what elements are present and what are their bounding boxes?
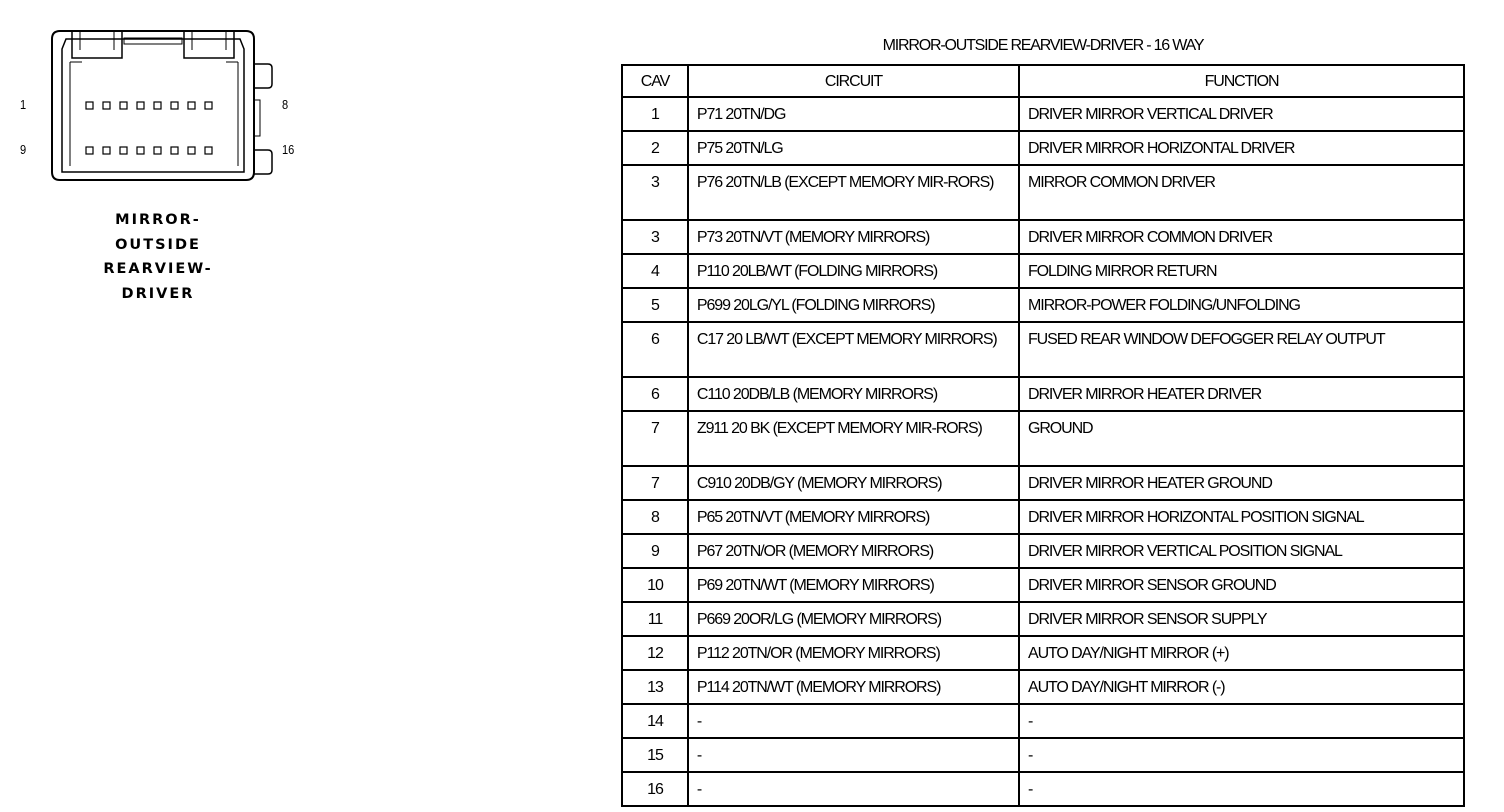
circuit-cell: P73 20TN/VT (MEMORY MIRRORS)	[688, 220, 1019, 254]
function-cell: DRIVER MIRROR VERTICAL POSITION SIGNAL	[1019, 534, 1464, 568]
circuit-cell: P110 20LB/WT (FOLDING MIRRORS)	[688, 254, 1019, 288]
table-row	[622, 602, 1464, 636]
circuit-cell: P669 20OR/LG (MEMORY MIRRORS)	[688, 602, 1019, 636]
circuit-cell: P65 20TN/VT (MEMORY MIRRORS)	[688, 500, 1019, 534]
header-function: FUNCTION	[1019, 65, 1464, 97]
function-cell: -	[1019, 704, 1464, 738]
table-row	[622, 254, 1464, 288]
pin-row-top	[86, 102, 212, 109]
function-cell: -	[1019, 772, 1464, 806]
table-row	[622, 466, 1464, 500]
cav-cell: 3	[622, 220, 688, 254]
circuit-cell: P67 20TN/OR (MEMORY MIRRORS)	[688, 534, 1019, 568]
function-cell: MIRROR COMMON DRIVER	[1019, 165, 1464, 220]
table-row	[622, 534, 1464, 568]
function-cell: GROUND	[1019, 411, 1464, 466]
function-cell: DRIVER MIRROR HEATER DRIVER	[1019, 377, 1464, 411]
function-cell: FUSED REAR WINDOW DEFOGGER RELAY OUTPUT	[1019, 322, 1464, 377]
circuit-cell: Z911 20 BK (EXCEPT MEMORY MIR-RORS)	[688, 411, 1019, 466]
function-cell: MIRROR-POWER FOLDING/UNFOLDING	[1019, 288, 1464, 322]
circuit-cell: C110 20DB/LB (MEMORY MIRRORS)	[688, 377, 1019, 411]
cav-cell: 4	[622, 254, 688, 288]
connector-outline-icon	[0, 0, 320, 200]
circuit-cell: C910 20DB/GY (MEMORY MIRRORS)	[688, 466, 1019, 500]
table-row	[622, 670, 1464, 704]
cav-cell: 7	[622, 411, 688, 466]
table-header-row	[622, 65, 1464, 97]
circuit-cell: P75 20TN/LG	[688, 131, 1019, 165]
circuit-cell: -	[688, 738, 1019, 772]
table-row	[622, 500, 1464, 534]
table-row	[622, 288, 1464, 322]
table-row	[622, 738, 1464, 772]
table-row	[622, 97, 1464, 131]
table-row	[622, 322, 1464, 377]
pin-row-bottom	[86, 147, 212, 154]
table-row	[622, 568, 1464, 602]
function-cell: DRIVER MIRROR SENSOR GROUND	[1019, 568, 1464, 602]
function-cell: FOLDING MIRROR RETURN	[1019, 254, 1464, 288]
table-row	[622, 772, 1464, 806]
cav-cell: 3	[622, 165, 688, 220]
circuit-cell: -	[688, 772, 1019, 806]
cav-cell: 13	[622, 670, 688, 704]
table-row	[622, 636, 1464, 670]
cav-cell: 8	[622, 500, 688, 534]
table-row	[622, 411, 1464, 466]
circuit-cell: P114 20TN/WT (MEMORY MIRRORS)	[688, 670, 1019, 704]
function-cell: DRIVER MIRROR SENSOR SUPPLY	[1019, 602, 1464, 636]
pin-label-8: 8	[282, 97, 289, 112]
circuit-cell: P71 20TN/DG	[688, 97, 1019, 131]
table-title: MIRROR-OUTSIDE REARVIEW-DRIVER - 16 WAY	[882, 37, 1204, 54]
cav-cell: 9	[622, 534, 688, 568]
cav-cell: 6	[622, 377, 688, 411]
cav-cell: 7	[622, 466, 688, 500]
circuit-cell: P76 20TN/LB (EXCEPT MEMORY MIR-RORS)	[688, 165, 1019, 220]
function-cell: DRIVER MIRROR HEATER GROUND	[1019, 466, 1464, 500]
connector-name: MIRROR- OUTSIDE REARVIEW- DRIVER	[103, 212, 213, 302]
connector-diagram	[0, 0, 320, 320]
table-row	[622, 704, 1464, 738]
function-cell: AUTO DAY/NIGHT MIRROR (-)	[1019, 670, 1464, 704]
pinout-table	[621, 64, 1465, 807]
cav-cell: 10	[622, 568, 688, 602]
circuit-cell: P112 20TN/OR (MEMORY MIRRORS)	[688, 636, 1019, 670]
table-row	[622, 165, 1464, 220]
function-cell: DRIVER MIRROR HORIZONTAL DRIVER	[1019, 131, 1464, 165]
cav-cell: 1	[622, 97, 688, 131]
cav-cell: 14	[622, 704, 688, 738]
table-row	[622, 377, 1464, 411]
function-cell: -	[1019, 738, 1464, 772]
function-cell: DRIVER MIRROR COMMON DRIVER	[1019, 220, 1464, 254]
function-cell: DRIVER MIRROR HORIZONTAL POSITION SIGNAL	[1019, 500, 1464, 534]
function-cell: DRIVER MIRROR VERTICAL DRIVER	[1019, 97, 1464, 131]
cav-cell: 11	[622, 602, 688, 636]
pin-label-9: 9	[20, 142, 27, 157]
cav-cell: 15	[622, 738, 688, 772]
circuit-cell: P69 20TN/WT (MEMORY MIRRORS)	[688, 568, 1019, 602]
circuit-cell: C17 20 LB/WT (EXCEPT MEMORY MIRRORS)	[688, 322, 1019, 377]
pin-label-16: 16	[282, 142, 295, 157]
cav-cell: 12	[622, 636, 688, 670]
circuit-cell: P699 20LG/YL (FOLDING MIRRORS)	[688, 288, 1019, 322]
cav-cell: 6	[622, 322, 688, 377]
table-row	[622, 220, 1464, 254]
cav-cell: 16	[622, 772, 688, 806]
cav-cell: 5	[622, 288, 688, 322]
header-circuit: CIRCUIT	[688, 65, 1019, 97]
cav-cell: 2	[622, 131, 688, 165]
header-cav: CAV	[622, 65, 688, 97]
function-cell: AUTO DAY/NIGHT MIRROR (+)	[1019, 636, 1464, 670]
table-row	[622, 131, 1464, 165]
circuit-cell: -	[688, 704, 1019, 738]
pin-label-1: 1	[20, 97, 27, 112]
